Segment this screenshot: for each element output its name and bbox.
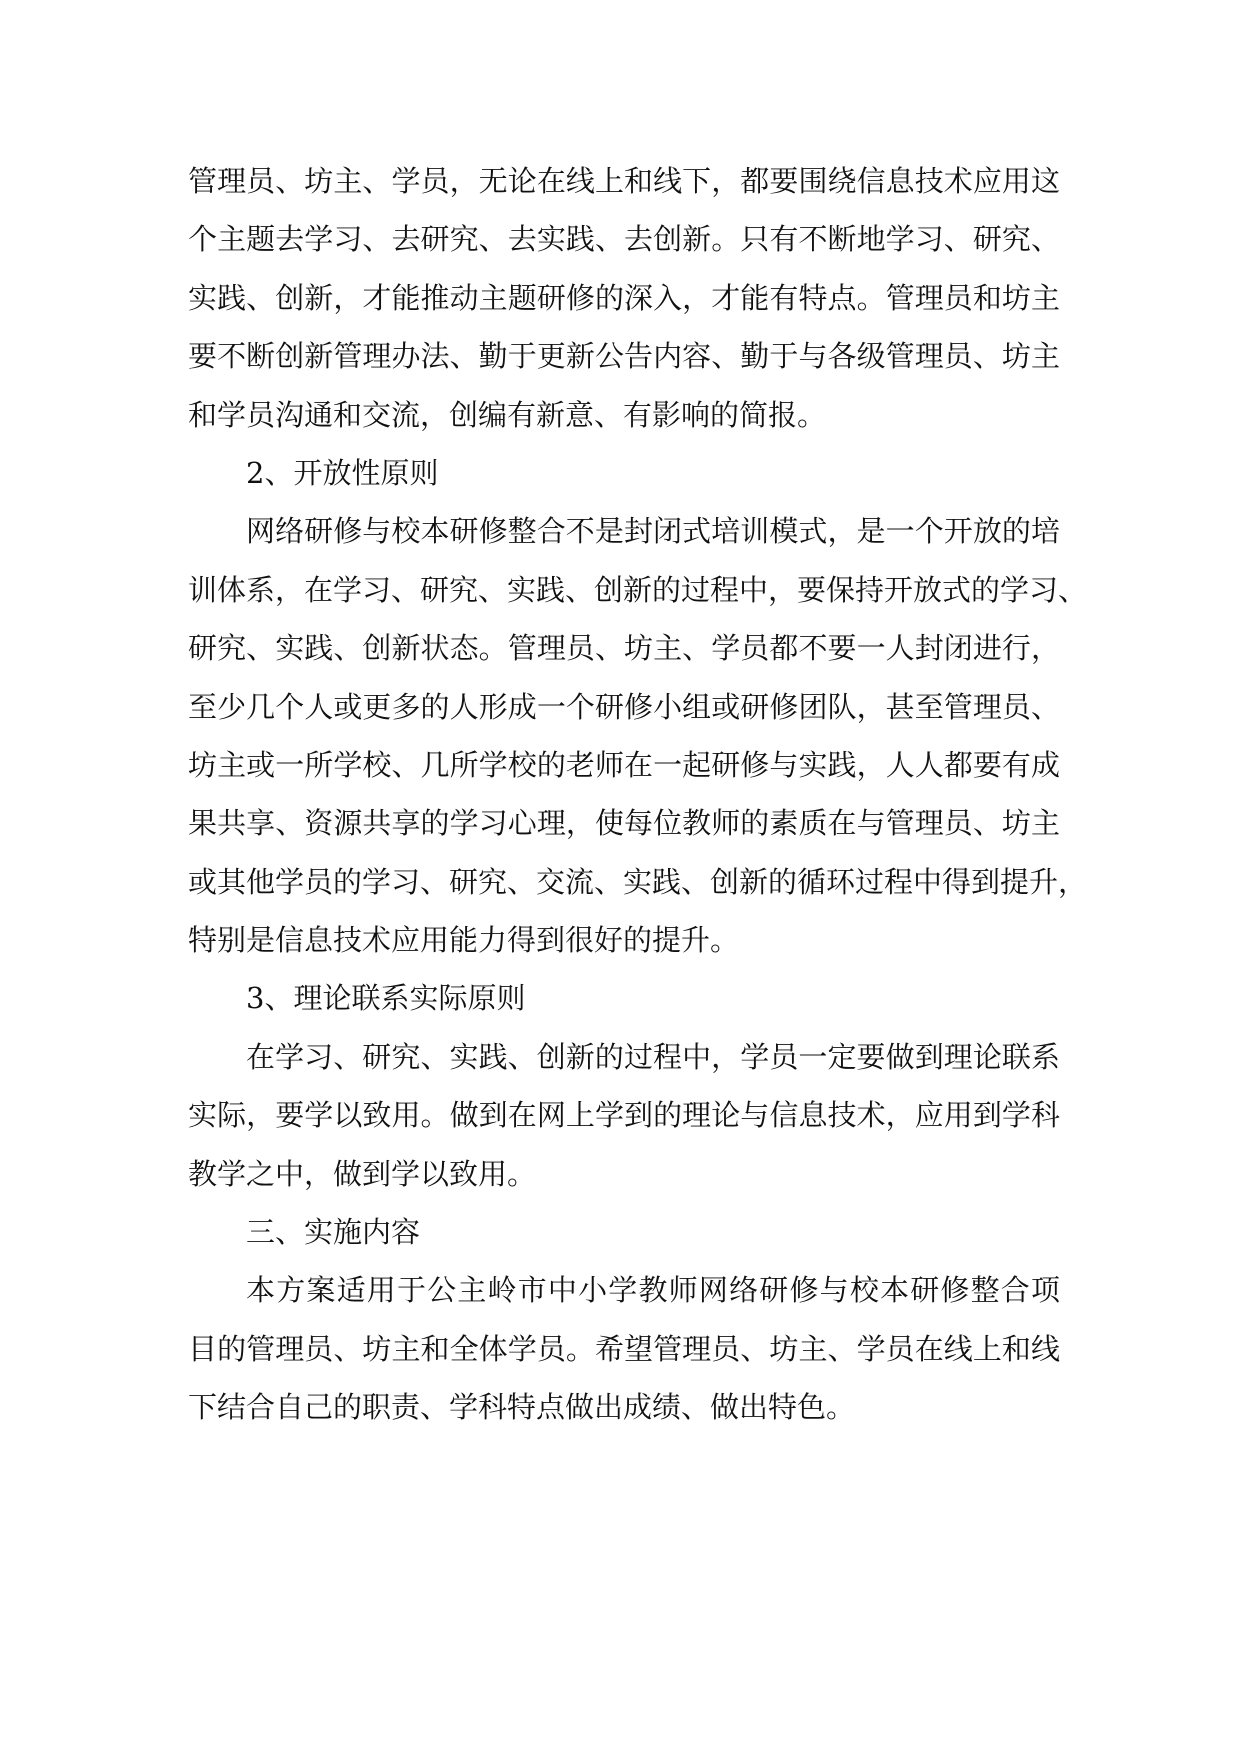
text-line: 研究、实践、创新状态。管理员、坊主、学员都不要一人封闭进行， [188,631,1060,666]
text-line: 目的管理员、坊主和全体学员。希望管理员、坊主、学员在线上和线 [188,1331,1060,1366]
text-line: 实际，要学以致用。做到在网上学到的理论与信息技术，应用到学科 [188,1098,1060,1133]
text-line: 在学习、研究、实践、创新的过程中，学员一定要做到理论联系 [246,1039,1060,1074]
document-body [188,152,1088,1437]
paragraph-theory-practice [188,1028,1060,1203]
text-line: 本方案适用于公主岭市中小学教师网络研修与校本研修整合项 [246,1273,1060,1308]
text-line: 个主题去学习、去研究、去实践、去创新。只有不断地学习、研究、 [188,222,1060,257]
text-line: 训体系，在学习、研究、实践、创新的过程中，要保持开放式的学习、 [188,572,1088,607]
text-line: 实践、创新，才能推动主题研修的深入，才能有特点。管理员和坊主 [188,280,1060,315]
text-line: 网络研修与校本研修整合不是封闭式培训模式，是一个开放的培 [246,514,1060,549]
text-line: 或其他学员的学习、研究、交流、实践、创新的循环过程中得到提升， [188,864,1088,899]
text-line: 管理员、坊主、学员，无论在线上和线下，都要围绕信息技术应用这 [188,164,1060,198]
text-line: 和学员沟通和交流，创编有新意、有影响的简报。 [188,397,827,432]
text-line: 教学之中，做到学以致用。 [188,1156,537,1191]
text-line: 果共享、资源共享的学习心理，使每位教师的素质在与管理员、坊主 [188,806,1060,841]
text-line: 要不断创新管理办法、勤于更新公告内容、勤于与各级管理员、坊主 [188,339,1060,374]
section-heading-theory-practice: 3、理论联系实际原则 [246,981,526,1016]
text-line: 下结合自己的职责、学科特点做出成绩、做出特色。 [188,1390,856,1425]
text-line: 坊主或一所学校、几所学校的老师在一起研修与实践，人人都要有成 [188,747,1060,782]
paragraph-openness [188,502,1088,969]
section-heading-implementation: 三、实施内容 [246,1215,421,1250]
paragraph-implementation [188,1261,1060,1436]
text-line: 至少几个人或更多的人形成一个研修小组或研修团队，甚至管理员、 [188,689,1060,724]
paragraph-adherence-to-theme [188,152,1060,444]
text-line: 特别是信息技术应用能力得到很好的提升。 [188,923,740,958]
section-heading-openness: 2、开放性原则 [246,455,439,490]
